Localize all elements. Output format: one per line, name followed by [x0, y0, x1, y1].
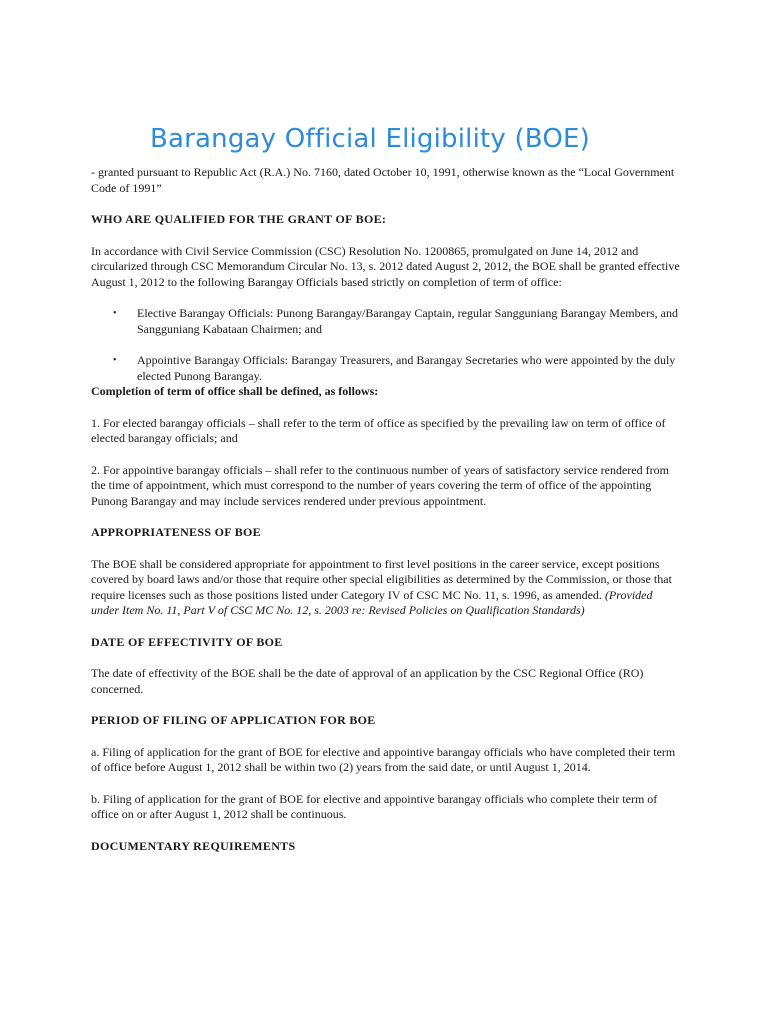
bullet-icon: •	[113, 355, 117, 366]
appropriateness-citation: (Provided under Item No. 11, Part V of CSC MC No. 12, s. 2003 re: Revised Policies on Qualification Standards)	[91, 587, 653, 617]
list-item-text: Appointive Barangay Officials: Barangay Treasurers, and Barangay Secretaries who were appointed by the duly elected Punong Barangay.	[137, 353, 676, 383]
filing-paragraph-a: a. Filing of application for the grant of BOE for elective and appointive barangay officials who have completed their term of office before August 1, 2012 shall be within two (2) years from the said date, or until August 1, 2014.	[91, 744, 676, 774]
qualified-paragraph: In accordance with Civil Service Commission (CSC) Resolution No. 1200865, promulgated on June 14, 2012 and circularized through CSC Memorandum Circular No. 13, s. 2012 dated August 2, 2012, the BOE shall be granted effective August 1, 2012 to the following Barangay Officials based strictly on completion of term of office:	[91, 243, 680, 289]
section-heading-qualified: WHO ARE QUALIFIED FOR THE GRANT OF BOE:	[91, 212, 387, 226]
filing-paragraph-b: b. Filing of application for the grant of BOE for elective and appointive barangay officials who complete their term of office on or after August 1, 2012 shall be continuous.	[91, 791, 658, 821]
appropriateness-paragraph	[91, 557, 681, 619]
page-title: Barangay Official Eligibility (BOE)	[149, 124, 591, 154]
section-heading-effectivity: DATE OF EFFECTIVITY OF BOE	[91, 634, 283, 649]
completion-item-2: 2. For appointive barangay officials – shall refer to the continuous number of years of satisfactory service rendered from the time of appointment, which must correspond to the number of years covering the term of office of the appointing Punong Barangay and may include services rendered under previous appointment.	[91, 462, 669, 508]
appropriateness-text: The BOE shall be considered appropriate for appointment to first level positions in the career service, except positions covered by board laws and/or those that require other special eligibilities as determined by the Commission, or those that require licenses such as those positions listed under Category IV of CSC MC No. 11, s. 1996, as amended.	[91, 556, 672, 602]
section-heading-appropriateness: APPROPRIATENESS OF BOE	[91, 525, 261, 539]
bullet-icon: •	[113, 308, 117, 319]
section-heading-filing: PERIOD OF FILING OF APPLICATION FOR BOE	[91, 713, 376, 727]
list-item	[91, 306, 681, 337]
list-item-text: Elective Barangay Officials: Punong Barangay/Barangay Captain, regular Sangguniang Barangay Members, and Sangguniang Kabataan Chairmen; and	[137, 306, 678, 336]
intro-paragraph: - granted pursuant to Republic Act (R.A.) No. 7160, dated October 10, 1991, otherwise known as the “Local Government Code of 1991”	[91, 165, 675, 195]
effectivity-paragraph: The date of effectivity of the BOE shall be the date of approval of an application by the CSC Regional Office (RO) concerned.	[91, 666, 644, 696]
completion-subheading: Completion of term of office shall be defined, as follows:	[91, 384, 379, 398]
completion-item-1: 1. For elected barangay officials – shall refer to the term of office as specified by the prevailing law on term of office of elected barangay officials; and	[91, 415, 666, 445]
list-item	[91, 353, 681, 384]
section-heading-requirements: DOCUMENTARY REQUIREMENTS	[91, 838, 296, 853]
qualified-bullet-list	[91, 306, 681, 384]
document-body	[91, 165, 681, 870]
